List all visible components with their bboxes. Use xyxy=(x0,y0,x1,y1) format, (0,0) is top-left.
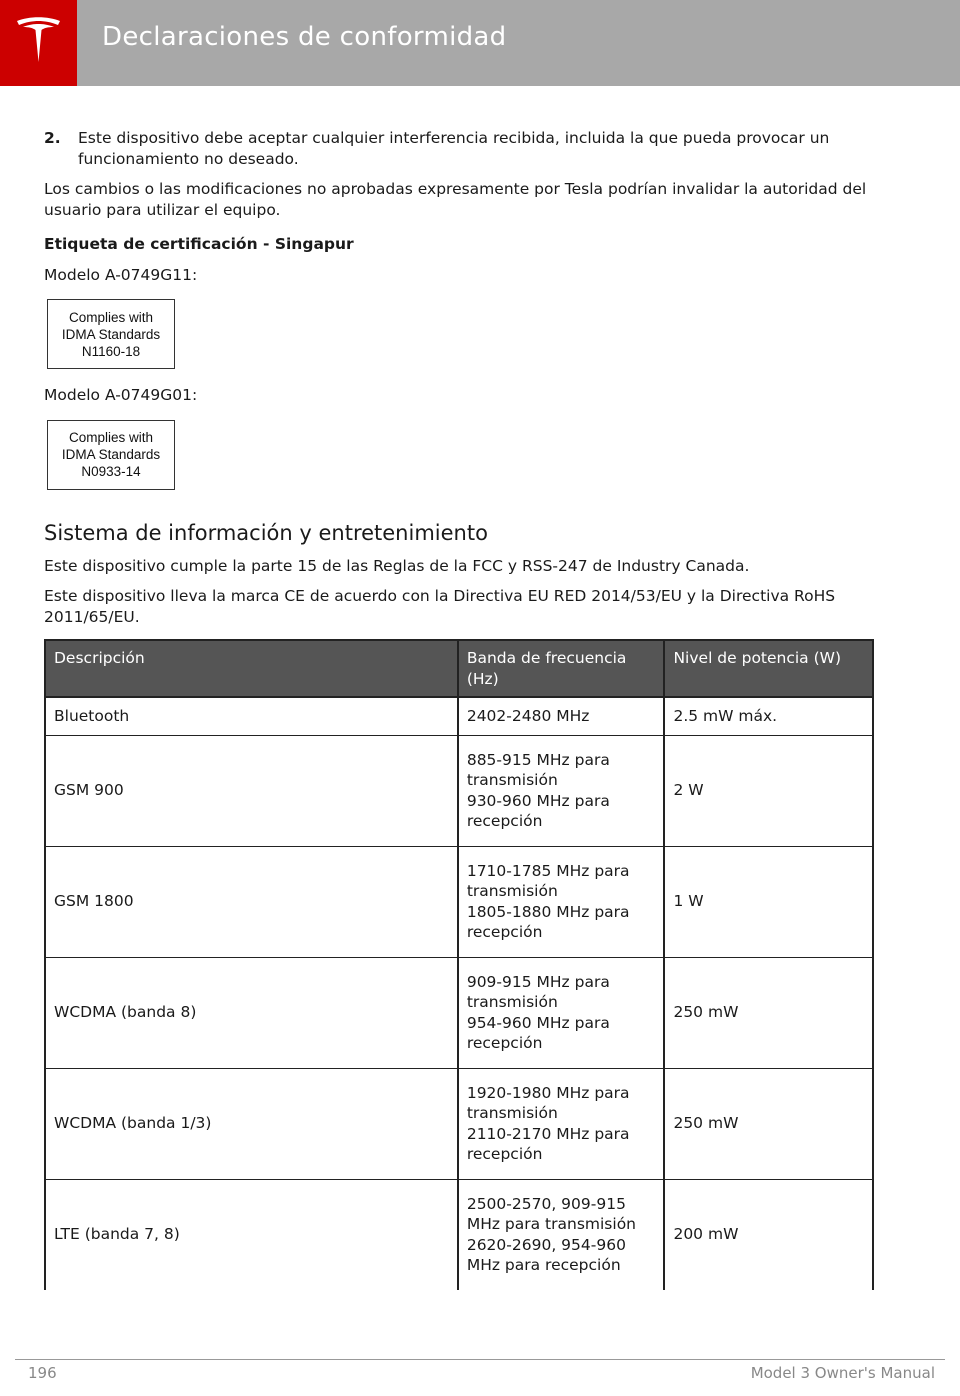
cell-band xyxy=(458,1068,665,1179)
band-receive: 1805-1880 MHz para recepción xyxy=(466,902,630,941)
table-row xyxy=(45,846,873,957)
band-receive: 930-960 MHz para recepción xyxy=(466,791,610,830)
ce-paragraph: Este dispositivo lleva la marca CE de acuerdo con la Directiva EU RED 2014/53/EU y la Directiva RoHS 2011/65/EU. xyxy=(44,587,836,626)
page-header xyxy=(0,0,960,86)
modification-paragraph: Los cambios o las modificaciones no aprobadas expresamente por Tesla podrían invalidar la autoridad del usuario para utilizar el equipo. xyxy=(44,180,867,219)
band-receive: 2620-2690, 954-960 MHz para recepción xyxy=(466,1235,626,1274)
band-receive: 2110-2170 MHz para recepción xyxy=(466,1124,630,1163)
cell-band xyxy=(458,1179,665,1290)
item-text: Este dispositivo debe aceptar cualquier interferencia recibida, incluida la que pueda provocar un funcionamiento no deseado. xyxy=(78,129,830,168)
table-row xyxy=(45,697,873,735)
band-transmit: 1920-1980 MHz para transmisión xyxy=(466,1083,630,1122)
cell-band xyxy=(458,846,665,957)
page-title: Declaraciones de conformidad xyxy=(102,22,507,52)
frequency-table xyxy=(44,639,874,1290)
certification-label-2 xyxy=(47,420,175,490)
cert-line: IDMA Standards xyxy=(61,326,161,342)
cell-power: 250 mW xyxy=(664,957,873,1068)
cell-band xyxy=(458,735,665,846)
cell-description: Bluetooth xyxy=(45,697,458,735)
page-content xyxy=(44,128,874,1290)
table-row xyxy=(45,1068,873,1179)
table-row xyxy=(45,957,873,1068)
cell-power: 2 W xyxy=(664,735,873,846)
cell-power: 2.5 mW máx. xyxy=(664,697,873,735)
band-text: 2402-2480 MHz xyxy=(466,707,590,725)
band-transmit: 909-915 MHz para transmisión xyxy=(466,972,610,1011)
column-header: Banda de frecuencia (Hz) xyxy=(458,640,665,697)
fcc-paragraph: Este dispositivo cumple la parte 15 de las Reglas de la FCC y RSS-247 de Industry Canada. xyxy=(44,556,750,575)
column-header: Nivel de potencia (W) xyxy=(664,640,873,697)
table-header-row xyxy=(45,640,873,697)
cell-power: 1 W xyxy=(664,846,873,957)
column-header: Descripción xyxy=(45,640,458,697)
tesla-logo-icon xyxy=(15,15,62,65)
section-title: Sistema de información y entretenimiento xyxy=(44,520,488,545)
item-number: 2. xyxy=(44,129,61,147)
tesla-logo xyxy=(0,0,77,86)
model-label-1: Modelo A-0749G11: xyxy=(44,265,198,284)
manual-name: Model 3 Owner's Manual xyxy=(750,1364,935,1382)
cert-line: Complies with xyxy=(68,309,154,325)
cell-power: 200 mW xyxy=(664,1179,873,1290)
table-row xyxy=(45,1179,873,1290)
cell-band xyxy=(458,957,665,1068)
cert-line: Complies with xyxy=(68,430,154,445)
cell-description: WCDMA (banda 8) xyxy=(45,957,458,1068)
cert-number: N1160-18 xyxy=(81,343,141,359)
band-receive: 954-960 MHz para recepción xyxy=(466,1013,610,1052)
cell-band xyxy=(458,697,665,735)
certification-label-1 xyxy=(47,299,175,369)
cell-description: GSM 1800 xyxy=(45,846,458,957)
cell-power: 250 mW xyxy=(664,1068,873,1179)
cert-line: IDMA Standards xyxy=(61,447,161,462)
cell-description: WCDMA (banda 1/3) xyxy=(45,1068,458,1179)
band-transmit: 885-915 MHz para transmisión xyxy=(466,750,610,789)
band-transmit: 1710-1785 MHz para transmisión xyxy=(466,861,630,900)
page-number: 196 xyxy=(28,1364,57,1382)
singapore-heading: Etiqueta de certificación - Singapur xyxy=(44,235,354,253)
cell-description: GSM 900 xyxy=(45,735,458,846)
cell-description: LTE (banda 7, 8) xyxy=(45,1179,458,1290)
cert-number: N0933-14 xyxy=(81,464,141,479)
numbered-item xyxy=(44,128,874,169)
model-label-2: Modelo A-0749G01: xyxy=(44,386,198,404)
band-transmit: 2500-2570, 909-915 MHz para transmisión xyxy=(466,1194,636,1233)
table-row xyxy=(45,735,873,846)
footer-divider xyxy=(15,1359,945,1360)
